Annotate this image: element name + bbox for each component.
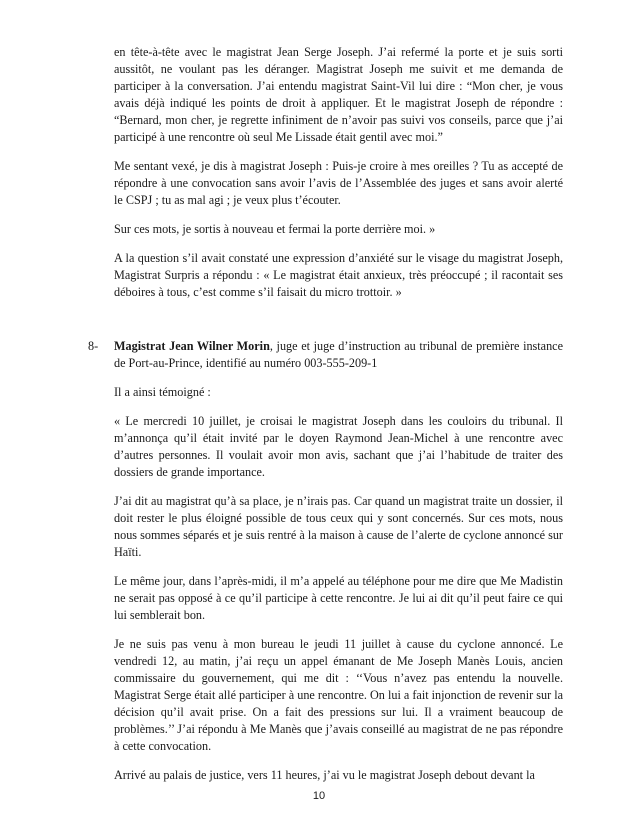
- paragraph: en tête-à-tête avec le magistrat Jean Serge Joseph. J’ai refermé la porte et je suis sorti aussitôt, ne voulant pas les déranger. Magistrat Joseph me suivit et me demanda de participer à la conversation. J’ai entendu magistrat Saint-Vil lui dire : “Mon cher, je vous avais déjà indiqué les points de droit à appliquer. Et le magistrat Joseph de répondre : “Bernard, mon cher, je regrette infiniment de n’avoir pas suivi vos conseils, parce que j’ai participé à une rencontre où seul Me Lissade était gentil avec moi.”: [114, 45, 563, 144]
- item-section: [114, 338, 563, 796]
- paragraph: Sur ces mots, je sortis à nouveau et fermai la porte derrière moi. »: [114, 222, 436, 236]
- testimony-label: Il a ainsi témoigné :: [114, 385, 211, 399]
- paragraph: J’ai dit au magistrat qu’à sa place, je n’irais pas. Car quand un magistrat traite un dossier, il doit rester le plus éloigné possible de tous ceux qui y sont concernés. Sur ces mots, nous nous sommes séparés et je suis rentré à la maison à cause de l’alerte de cyclone annoncé sur Haïti.: [114, 494, 563, 559]
- paragraph: Je ne suis pas venu à mon bureau le jeudi 11 juillet à cause du cyclone annoncé. Le vendredi 12, au matin, j’ai reçu un appel émanant de Me Joseph Manès Louis, ancien commissaire du gouvernement, qui me dit : ‘‘Vous n’avez pas entendu la nouvelle. Magistrat Serge était allé participer à une rencontre. On lui a fait injonction de revenir sur la décision qu’il avait prise. On a fait des pressions sur lui. Il a vraiment beaucoup de problèmes.’’ J’ai répondu à Me Manès que j’avais conseillé au magistrat de ne pas répondre à cette convocation.: [114, 637, 563, 753]
- top-section: [114, 44, 563, 313]
- item-heading: [114, 338, 563, 372]
- paragraph: A la question s’il avait constaté une expression d’anxiété sur le visage du magistrat Joseph, Magistrat Surpris a répondu : « Le magistrat était anxieux, très préoccupé ; il racontait ses déboires à tous, c’est comme s’il faisait du micro trottoir. »: [114, 251, 563, 299]
- item-number: 8-: [88, 339, 99, 353]
- paragraph: Arrivé au palais de justice, vers 11 heures, j’ai vu le magistrat Joseph debout devant la: [114, 768, 535, 782]
- paragraph: Le même jour, dans l’après-midi, il m’a appelé au téléphone pour me dire que Me Madistin ne serait pas opposé à ce qu’il participe à cette rencontre. Je lui ai dit qu’il peut faire ce qui lui semblerait bon.: [114, 574, 563, 622]
- paragraph: Me sentant vexé, je dis à magistrat Joseph : Puis-je croire à mes oreilles ? Tu as accepté de répondre à une convocation sans avoir l’avis de l’Assemblée des juges et sans avoir alerté le CSPJ ; tu as mal agi ; je veux plus t’écouter.: [114, 159, 563, 207]
- witness-name: Magistrat Jean Wilner Morin: [114, 339, 270, 353]
- paragraph: « Le mercredi 10 juillet, je croisai le magistrat Joseph dans les couloirs du tribunal. Il m’annonça qu’il était invité par le doyen Raymond Jean-Michel à une rencontre avec d’autres personnes. Il voulait avoir mon avis, sachant que j’ai l’habitude de traiter des dossiers de grande importance.: [114, 414, 563, 479]
- witness-intro: , juge et juge d’instruction au tribunal de première instance de Port-au-Prince, identifié au numéro 003-555-209-1: [114, 339, 563, 370]
- page-number: 10: [312, 790, 326, 802]
